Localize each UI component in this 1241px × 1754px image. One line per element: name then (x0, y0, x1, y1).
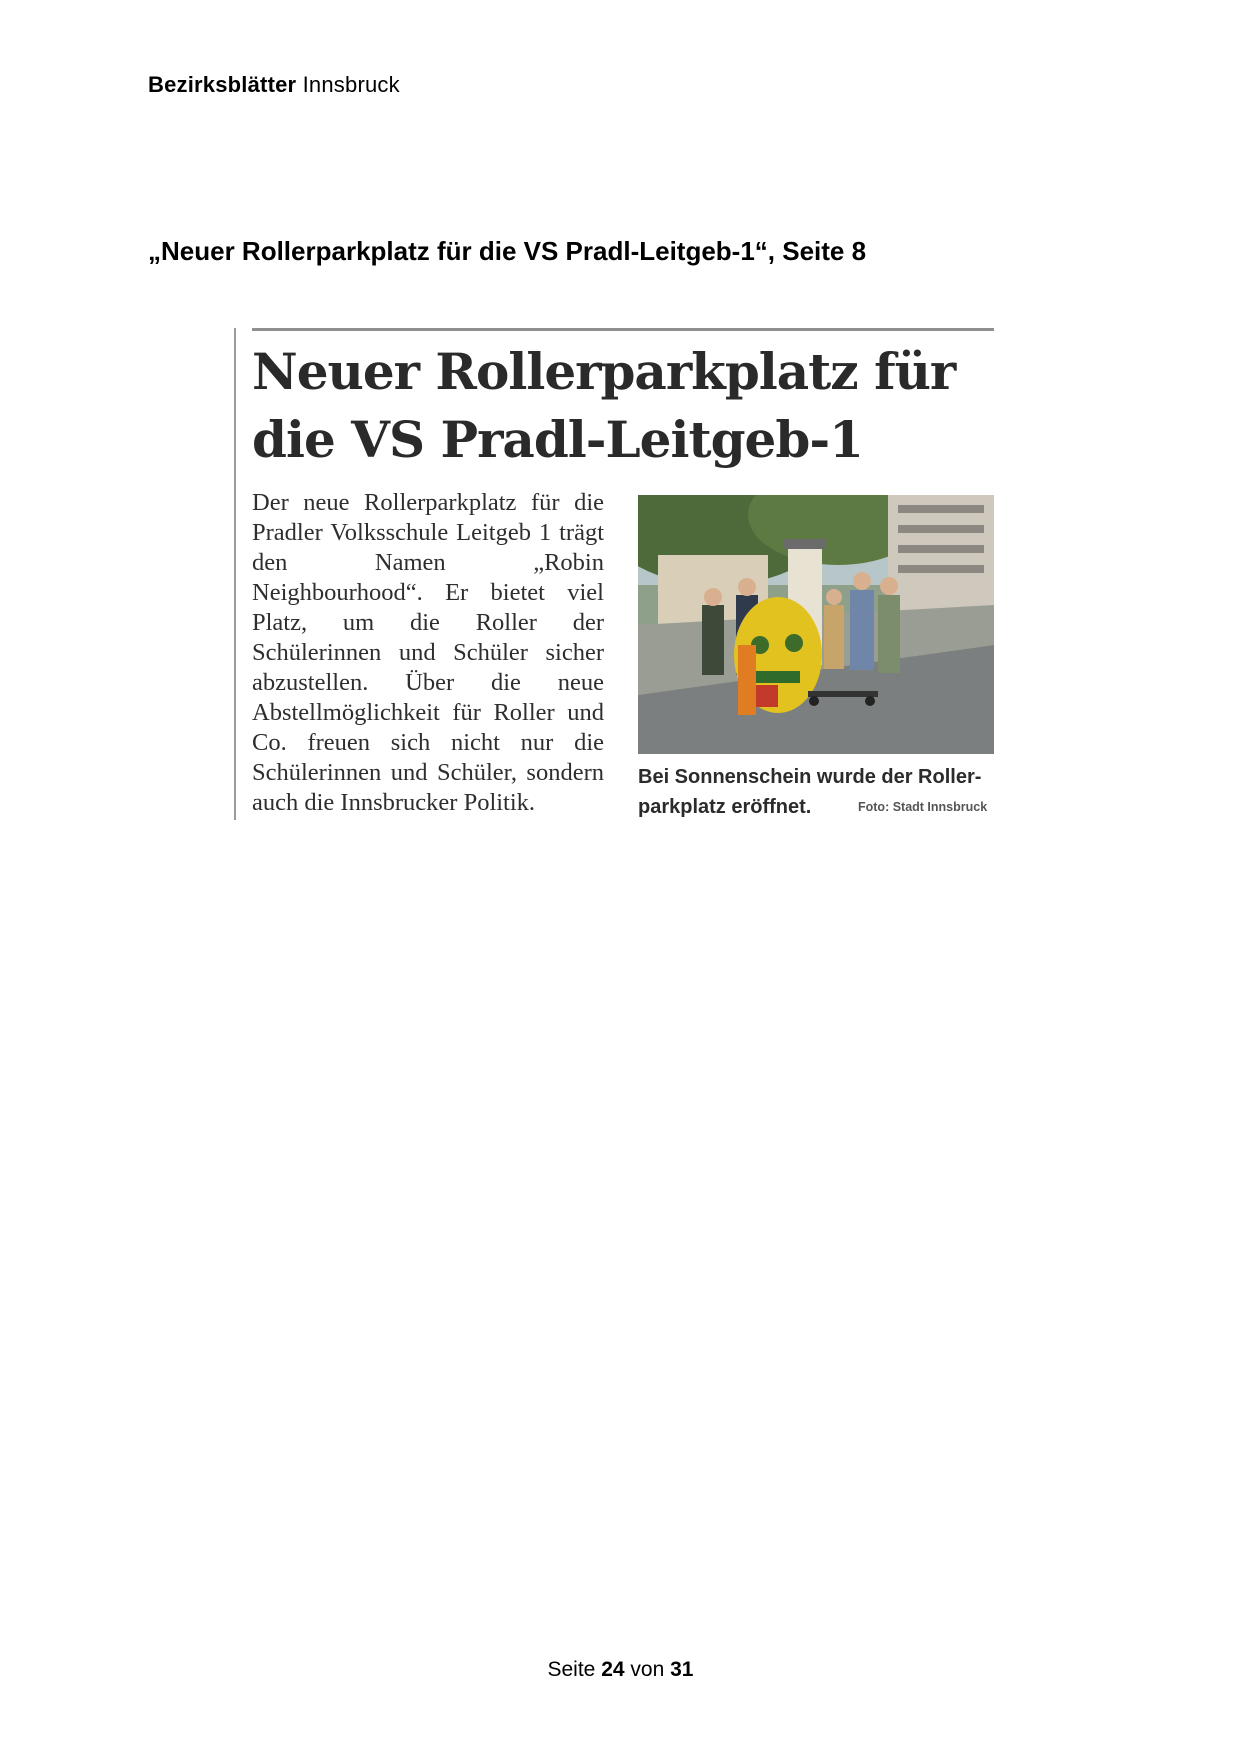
clipping-headline (252, 338, 992, 474)
street-scene-photo (638, 495, 994, 754)
article-photo (638, 495, 994, 754)
headline-line-2: die VS Pradl-Leitgeb-1 (252, 410, 863, 469)
photo-credit: Foto: Stadt Innsbruck (858, 800, 988, 814)
publication-region: Innsbruck (302, 72, 400, 97)
page-number-current: 24 (601, 1658, 625, 1681)
clipping-top-rule (252, 328, 994, 331)
newspaper-clipping (234, 328, 994, 820)
page-number-middle: von (630, 1658, 665, 1681)
caption-line-1: Bei Sonnenschein wurde der Roller- (638, 766, 982, 788)
clipping-body-text: Der neue Rollerparkplatz für die Pradler Volksschule Leitgeb 1 trägt den Namen „Robin Neighbourhood“. Er bietet viel Platz, um die Roller der Schülerinnen und Schüler sicher abzustellen. Über die neue Abstellmöglichkeit für Roller und Co. freuen sich nicht nur die Schülerinnen und Schüler, sondern auch die Innsbrucker Politik. (252, 489, 604, 816)
page-number-prefix: Seite (547, 1658, 596, 1681)
publication-brand: Bezirksblätter (148, 72, 297, 97)
headline-line-1: Neuer Rollerparkplatz für (252, 342, 956, 401)
page-number-total: 31 (670, 1658, 694, 1681)
caption-line-2: parkplatz eröffnet. (638, 796, 812, 818)
article-reference-title: „Neuer Rollerparkplatz für die VS Pradl-Leitgeb-1“, Seite 8 (148, 236, 867, 266)
document-header (148, 72, 400, 98)
page-number (0, 1658, 1241, 1682)
